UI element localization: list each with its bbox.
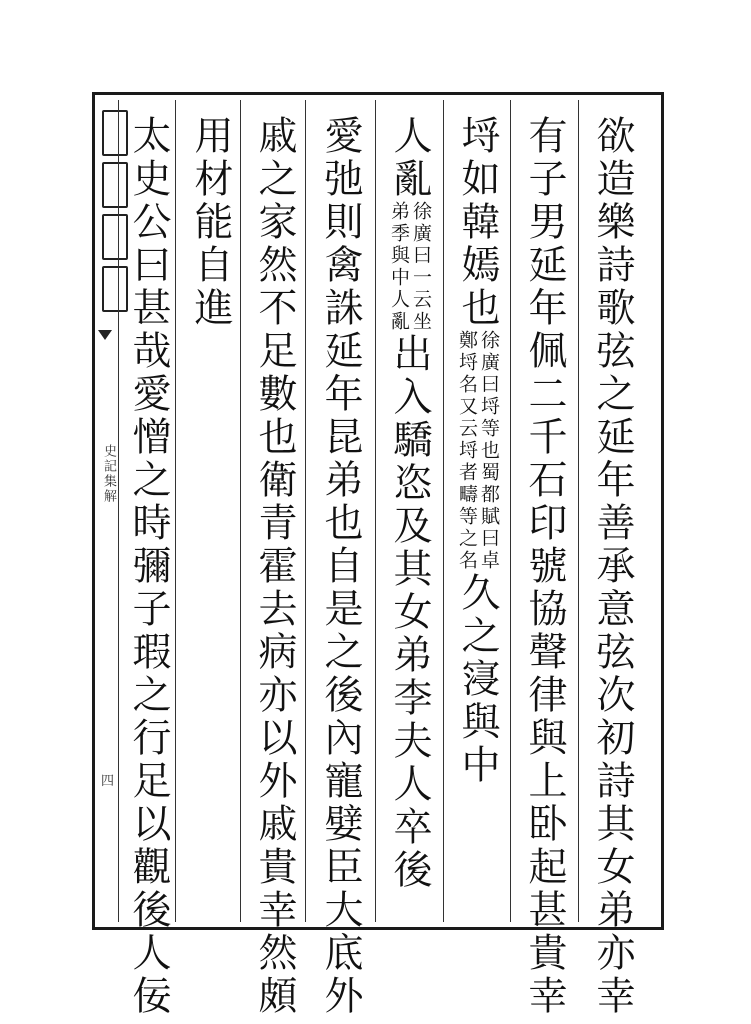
banxin-block-2 [102, 162, 128, 208]
column-rule [375, 100, 376, 922]
main-text: 欲造樂詩歌弦之延年善承意弦次初詩其女弟亦幸 [590, 115, 635, 1018]
main-text: 戚之家然不足數也衛青霍去病亦以外戚貴幸然頗 [252, 115, 297, 1018]
main-text-continued: 出入驕恣及其女弟李夫人卒後 [387, 333, 432, 892]
text-column-8 [126, 115, 171, 1018]
main-text: 埒如韓嫣也 [455, 115, 500, 330]
banxin-block-1 [102, 110, 128, 156]
banxin-title: 史記集解 [101, 444, 116, 504]
column-rule [443, 100, 444, 922]
commentary-left: 弟季與中人亂 [388, 201, 410, 333]
main-text-continued: 久之寖與中 [455, 572, 500, 787]
text-column-2 [522, 115, 567, 1018]
column-rule [578, 100, 579, 922]
main-text: 有子男延年佩二千石印號協聲律與上卧起甚貴幸 [522, 115, 567, 1018]
folio-number: 四 [101, 774, 115, 789]
main-text: 用材能自進 [188, 115, 233, 330]
text-column-7 [188, 115, 232, 915]
main-text: 太史公曰甚哉愛憎之時彌子瑕之行足以觀後人佞 [126, 115, 171, 1018]
commentary-right: 徐廣曰埒等也蜀都賦曰卓 [478, 330, 500, 572]
main-text: 人亂 [387, 115, 432, 201]
banxin-strip [100, 100, 115, 922]
text-column-1 [590, 115, 635, 1018]
column-rule [240, 100, 241, 922]
inline-commentary [455, 330, 499, 572]
main-text: 愛弛則禽誅延年昆弟也自是之後內寵嬖臣大底外 [318, 115, 363, 1018]
banxin-block-3 [102, 214, 128, 260]
commentary-left: 鄭埒名又云埒者疇等之名 [456, 330, 478, 572]
column-rule [510, 100, 511, 922]
column-rule [305, 100, 306, 922]
fishtail-mark [98, 330, 112, 350]
inline-commentary [387, 201, 431, 333]
commentary-right: 徐廣曰一云坐 [410, 201, 432, 333]
text-column-6 [252, 115, 297, 1018]
column-rule [118, 100, 119, 922]
text-column-3 [455, 115, 499, 915]
banxin-block-4 [102, 266, 128, 312]
text-column-4 [387, 115, 431, 915]
text-column-5 [318, 115, 363, 1018]
column-rule [175, 100, 176, 922]
